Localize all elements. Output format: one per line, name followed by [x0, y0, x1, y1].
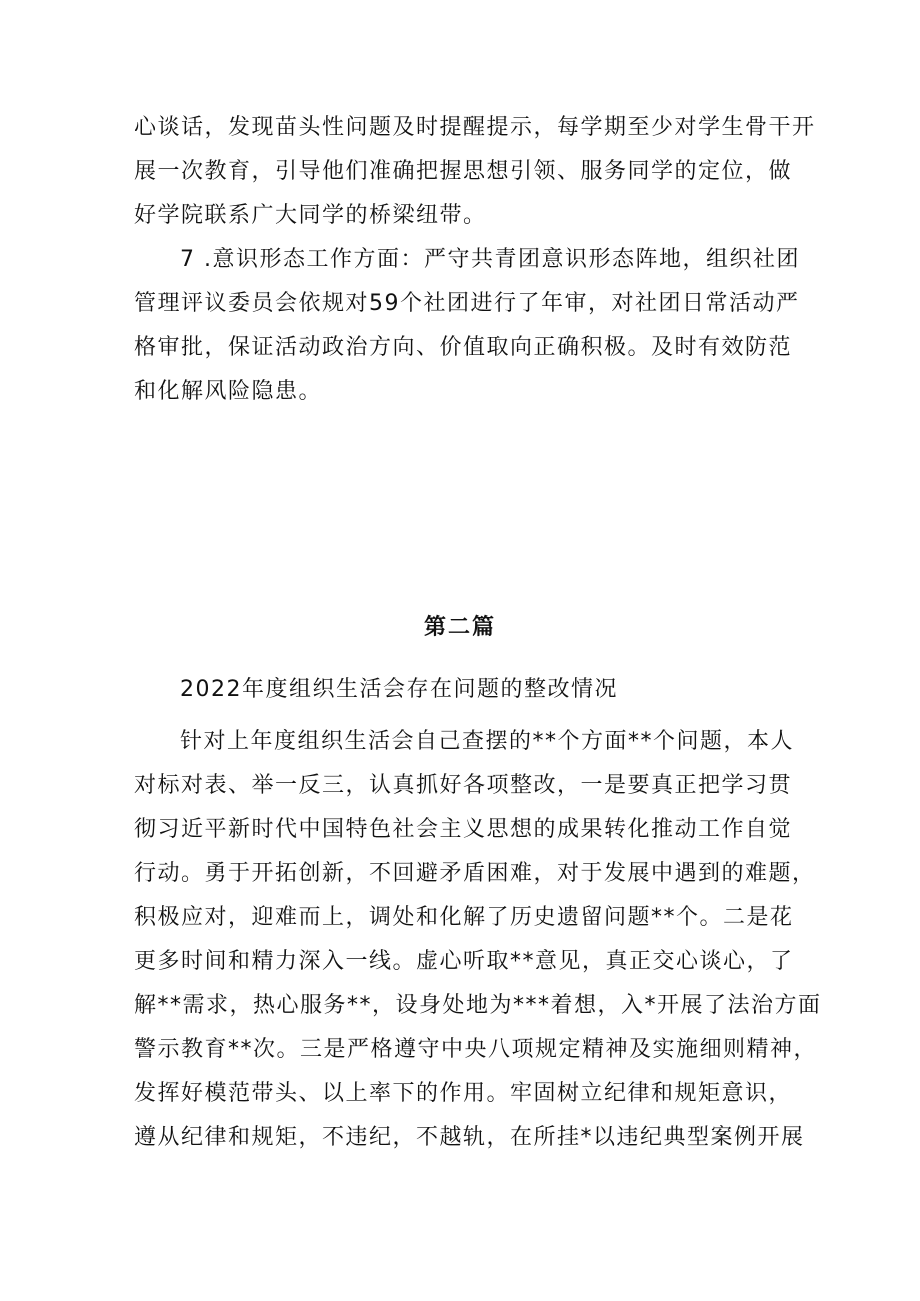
paragraph-line: 展一次教育，引导他们准确把握思想引领、服务同学的定位，做 [134, 159, 793, 184]
paragraph-line: 心谈话，发现苗头性问题及时提醒提示，每学期至少对学生骨干开 [134, 115, 816, 140]
paragraph-line: 彻习近平新时代中国特色社会主义思想的成果转化推动工作自觉 [134, 817, 793, 842]
paragraph-line: 对标对表、举一反三，认真抓好各项整改，一是要真正把学习贯 [134, 773, 793, 798]
paragraph-line: 更多时间和精力深入一线。虚心听取**意见，真正交心谈心，了 [134, 949, 794, 974]
paragraph-line: 警示教育**次。三是严格遵守中央八项规定精神及实施细则精神， [134, 1037, 818, 1062]
paragraph-line: 格审批，保证活动政治方向、价值取向正确积极。及时有效防范 [134, 335, 793, 360]
paragraph-line: 针对上年度组织生活会自己查摆的**个方面**个问题，本人 [180, 729, 795, 754]
document-title: 2022年度组织生活会存在问题的整改情况 [180, 677, 618, 702]
section-heading: 第二篇 [423, 615, 496, 640]
paragraph-line: 积极应对，迎难而上，调处和化解了历史遗留问题**个。二是花 [134, 905, 794, 930]
paragraph-line: 发挥好模范带头、以上率下的作用。牢固树立纪律和规矩意识， [134, 1081, 793, 1106]
paragraph-line: 解**需求，热心服务**，设身处地为***着想，入*开展了法治方面 [134, 993, 822, 1018]
paragraph-line: 遵从纪律和规矩，不违纪，不越轨，在所挂*以违纪典型案例开展 [134, 1125, 805, 1150]
paragraph-line: 行动。勇于开拓创新，不回避矛盾困难，对于发展中遇到的难题， [134, 861, 816, 886]
paragraph-line: 和化解风险隐患。 [134, 379, 323, 404]
paragraph-line: 好学院联系广大同学的桥梁纽带。 [134, 203, 487, 228]
paragraph-line: 管理评议委员会依规对59个社团进行了年审，对社团日常活动严 [134, 291, 800, 316]
paragraph-line: 7 .意识形态工作方面：严守共青团意识形态阵地，组织社团 [180, 247, 800, 272]
